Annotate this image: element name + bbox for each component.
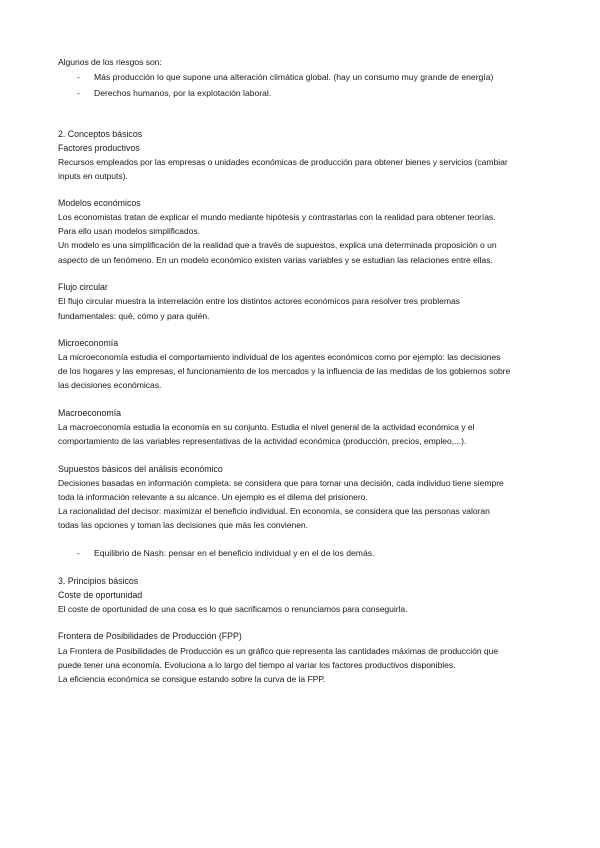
frontera-line-1: La Frontera de Posibilidades de Producción es un gráfico que representa las cantidades máximas de producción que: [58, 646, 499, 656]
intro-bullet-1: Más producción lo que supone una alteración climática global. (hay un consumo muy grande de energía): [94, 72, 494, 82]
modelos-line-4: aspecto de un fenómeno. En un modelo económico existen varias variables y se estudian las relaciones entre ellas.: [58, 255, 493, 265]
micro-line-1: La microeconomía estudia el comportamiento individual de los agentes económicos como por ejemplo: las decisiones: [58, 352, 501, 362]
bullet-dash: -: [77, 72, 80, 82]
flujo-heading: Flujo circular: [58, 282, 108, 292]
coste-line-1: El coste de oportunidad de una cosa es lo que sacrificamos o renunciamos para conseguirla.: [58, 604, 408, 614]
supuestos-line-4: todas las opciones y toman las decisiones que más les convienen.: [58, 520, 308, 530]
factores-line-2: inputs en outputs).: [58, 171, 128, 181]
coste-heading: Coste de oportunidad: [58, 590, 143, 600]
modelos-line-3: Un modelo es una simplificación de la realidad que a través de supuestos, explica una determinada proposición o un: [58, 240, 497, 250]
bullet-dash: -: [77, 548, 80, 558]
intro-bullet-2: Derechos humanos, por la explotación laboral.: [94, 88, 272, 98]
supuestos-line-1: Decisiones basadas en información completa: se considera que para tomar una decisión, cada individuo tiene siempre: [58, 478, 504, 488]
supuestos-line-2: toda la información relevante a su alcance. Un ejemplo es el dilema del prisionero.: [58, 492, 368, 502]
flujo-line-2: fundamentales: qué, cómo y para quién.: [58, 311, 210, 321]
section-2-title: 2. Conceptos básicos: [58, 129, 143, 139]
micro-heading: Microeconomía: [58, 338, 119, 348]
micro-line-3: las decisiones económicas.: [58, 380, 162, 390]
nash-bullet: Equilibrio de Nash: pensar en el beneficio individual y en el de los demás.: [94, 548, 375, 558]
supuestos-heading: Supuestos básicos del análisis económico: [58, 464, 223, 474]
intro-title: Algunos de los riesgos son:: [58, 57, 162, 67]
micro-line-2: de los hogares y las empresas, el funcionamiento de los mercados y la influencia de las medidas de los gobiernos sobre: [58, 366, 511, 376]
frontera-line-3: La eficiencia económica se consigue estando sobre la curva de la FPP.: [58, 674, 326, 684]
modelos-line-2: Para ello usan modelos simplificados.: [58, 226, 200, 236]
section-3-title: 3. Principios básicos: [58, 576, 139, 586]
bullet-dash: -: [77, 88, 80, 98]
macro-line-2: comportamiento de las variables representativas de la actividad económica (producción, precios, empleo,...).: [58, 436, 467, 446]
factores-heading: Factores productivos: [58, 143, 140, 153]
flujo-line-1: El flujo circular muestra la interrelación entre los distintos actores económicos para resolver tres problemas: [58, 296, 460, 306]
frontera-heading: Frontera de Posibilidades de Producción (FPP): [58, 631, 242, 641]
frontera-line-2: puede tener una economía. Evoluciona a lo largo del tiempo al variar los factores productivos disponibles.: [58, 660, 456, 670]
modelos-heading: Modelos económicos: [58, 198, 141, 208]
macro-line-1: La macroeconomía estudia la economía en su conjunto. Estudia el nivel general de la actividad económica y el: [58, 422, 475, 432]
factores-line-1: Recursos empleados por las empresas o unidades económicas de producción para obtener bienes y servicios (cambiar: [58, 157, 508, 167]
modelos-line-1: Los economistas tratan de explicar el mundo mediante hipótesis y contrastarlas con la realidad para obtener teorías.: [58, 212, 496, 222]
macro-heading: Macroeconomía: [58, 408, 122, 418]
supuestos-line-3: La racionalidad del decisor: maximizar el beneficio individual. En economía, se considera que las personas valoran: [58, 506, 490, 516]
